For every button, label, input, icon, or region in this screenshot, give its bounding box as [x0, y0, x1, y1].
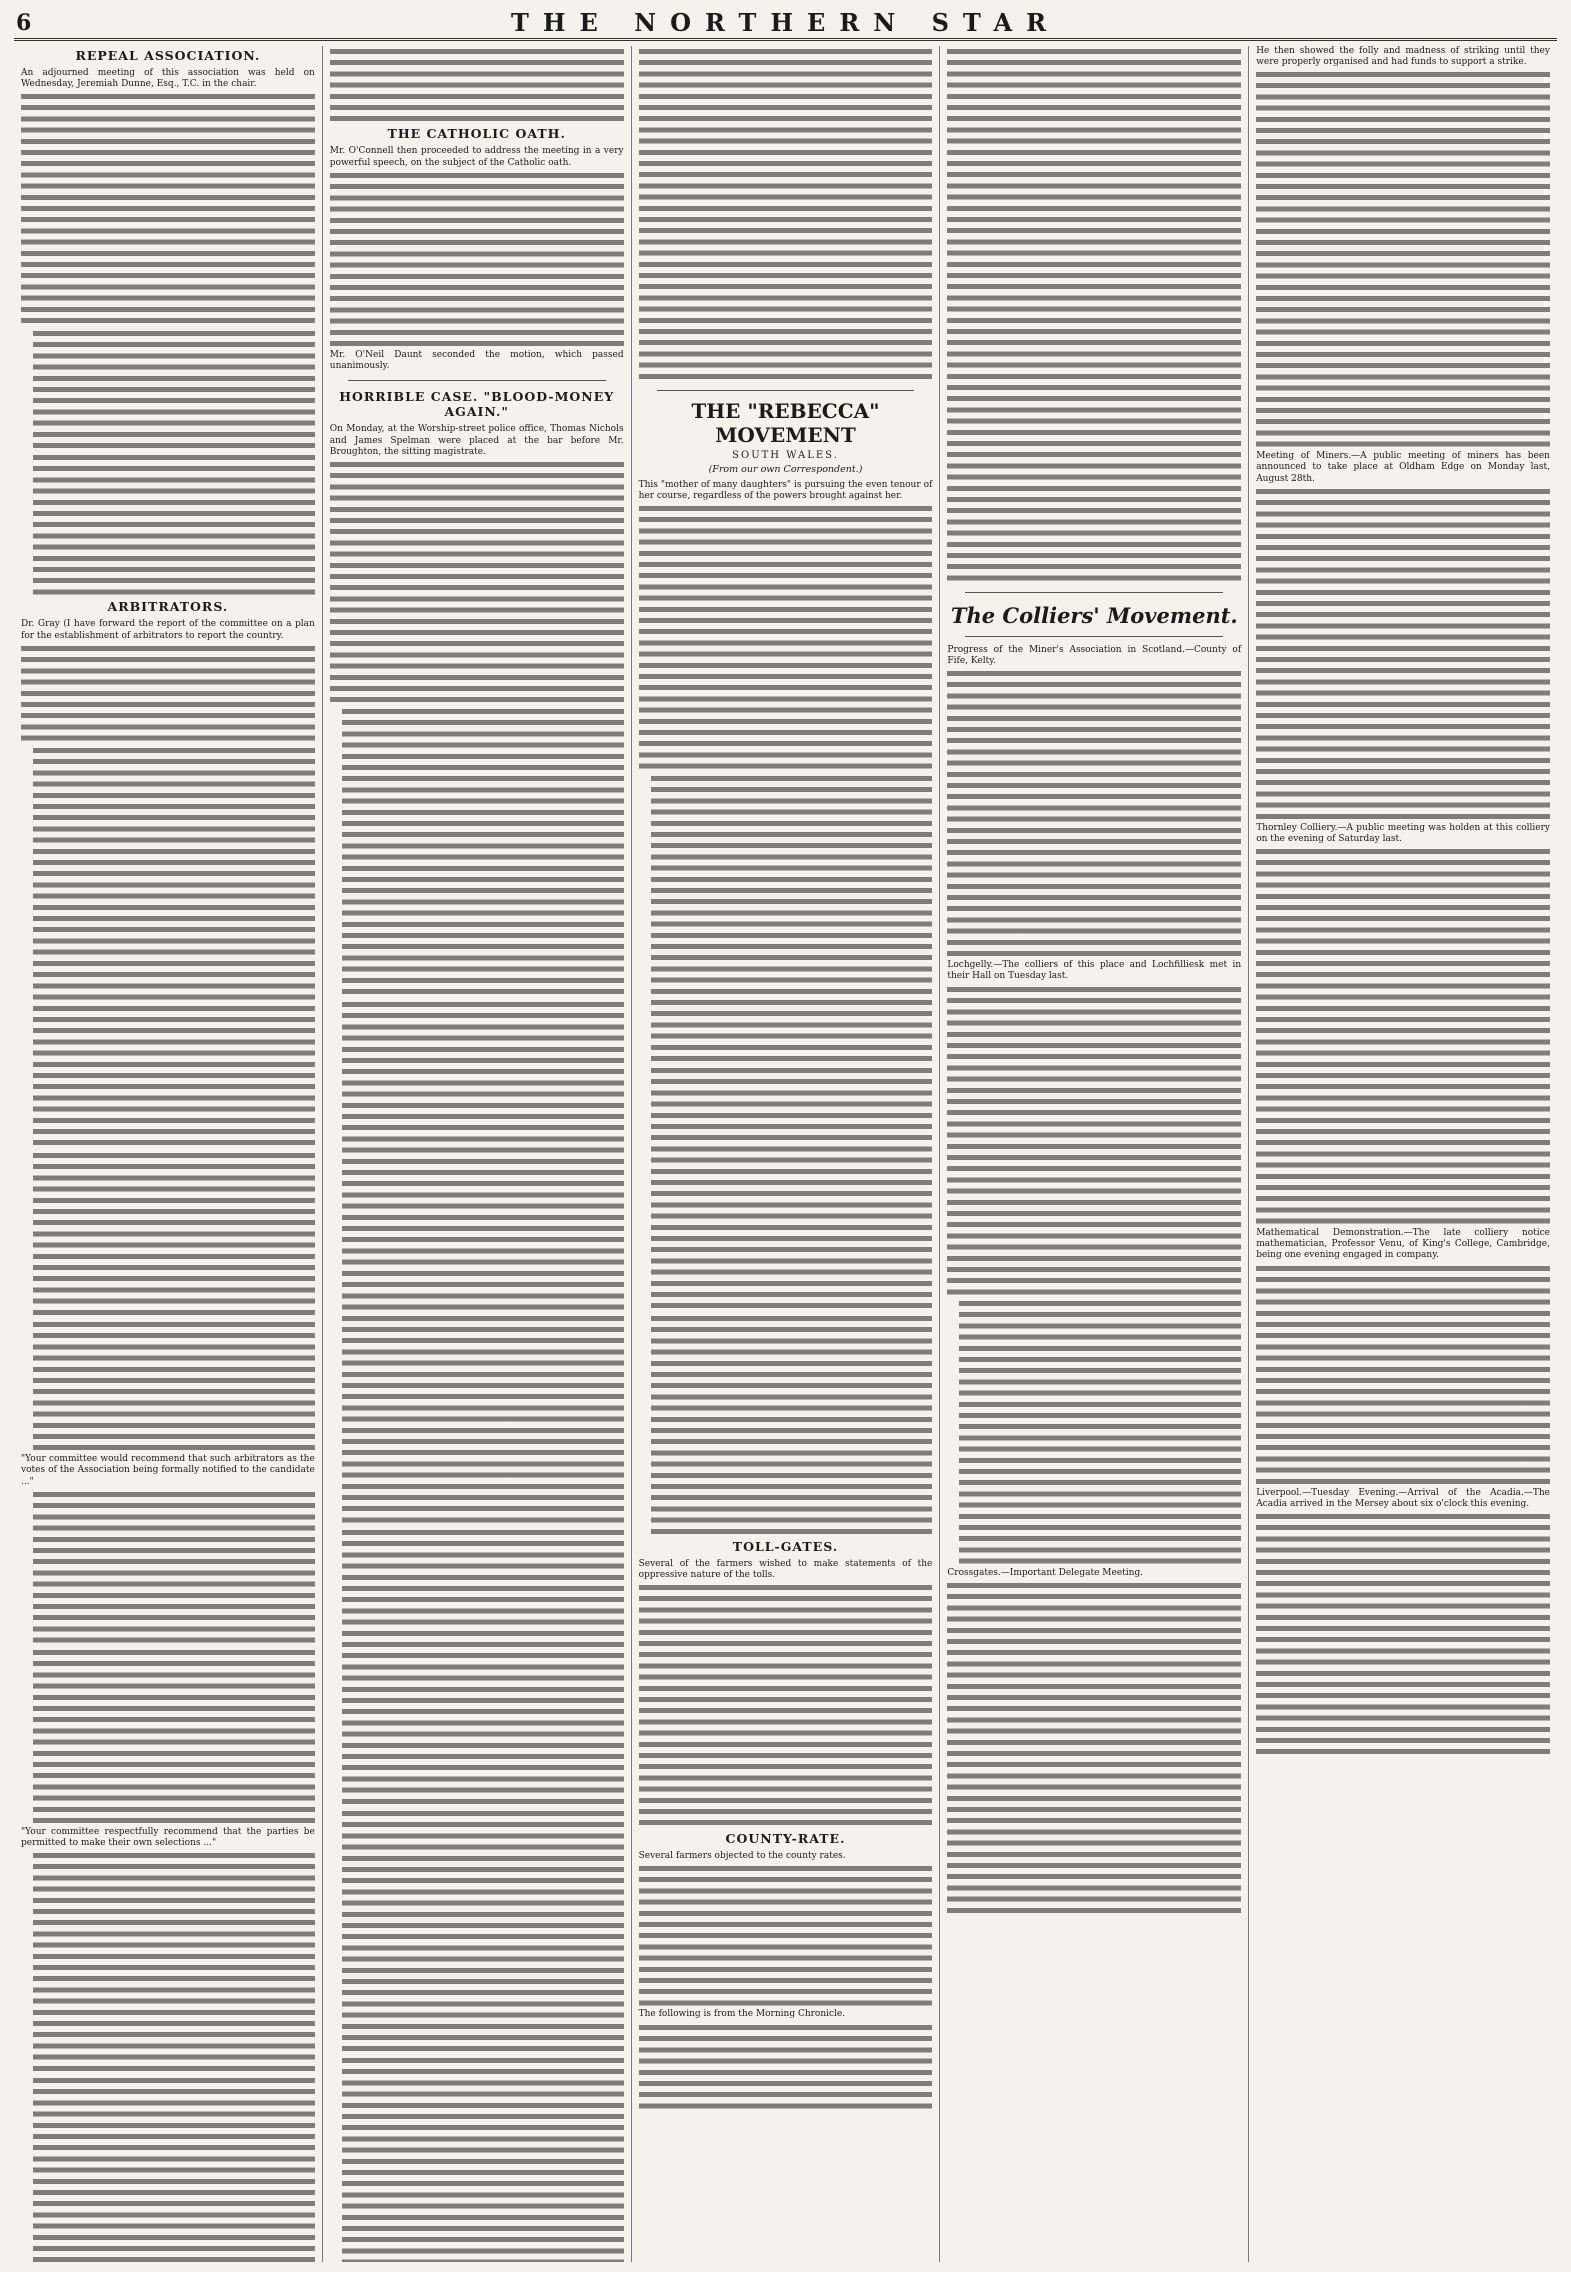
column-2 — [323, 46, 632, 2262]
column-3 — [632, 46, 941, 2262]
text-block — [639, 503, 933, 772]
article-lead: Dr. Gray (I have forward the report of the committee on a plan for the establishment of arbitrators to report the country. — [21, 619, 315, 641]
text-block — [21, 643, 315, 744]
text-block — [1256, 1511, 1550, 1757]
article-lead: "Your committee would recommend that such arbitrators as the votes of the Association being formally notified to the candidate ..." — [21, 1454, 315, 1487]
text-block — [1256, 69, 1550, 450]
columns — [14, 46, 1557, 2262]
article-lead: Progress of the Miner's Association in Scotland.—County of Fife, Kelty. — [947, 644, 1242, 666]
text-block — [947, 46, 1241, 584]
byline: (From our own Correspondent.) — [708, 464, 863, 475]
text-block — [330, 2055, 624, 2262]
text-block — [639, 46, 933, 382]
article-lead: Mr. O'Connell then proceeded to address the meeting in a very powerful speech, on the subject of the Catholic oath. — [329, 146, 624, 168]
text-block — [21, 1489, 315, 1646]
headline-horrible-case: HORRIBLE CASE. "BLOOD-MONEY AGAIN." — [339, 389, 615, 420]
article-lead: Lochgelly.—The colliers of this place and Lochfilliesk met in their Hall on Tuesday last. — [947, 960, 1242, 982]
text-block — [21, 1647, 315, 1826]
text-block — [639, 773, 933, 1064]
text-block — [947, 1298, 1241, 1567]
text-block — [21, 958, 315, 1148]
article-catholic-oath — [330, 146, 624, 372]
text-block — [21, 1850, 315, 2074]
divider — [965, 636, 1223, 637]
text-block — [21, 452, 315, 598]
article-continued — [639, 46, 933, 382]
text-block — [21, 2075, 315, 2262]
text-block — [1256, 486, 1550, 822]
divider — [657, 390, 915, 391]
headline-colliers-movement: The Colliers' Movement. — [950, 602, 1238, 628]
article-lead: Several of the farmers wished to make statements of the oppressive nature of the tolls. — [638, 1558, 933, 1580]
article-lead: On Monday, at the Worship-street police office, Thomas Nichols and James Spelman were placed at the bar before Mr. Broughton, the sitting magistrate. — [329, 424, 624, 457]
text-block — [21, 328, 315, 451]
article-toll-gates — [639, 1559, 933, 1829]
text-block — [1256, 1263, 1550, 1487]
article-lead: Liverpool.—Tuesday Evening.—Arrival of the Acadia.—The Acadia arrived in the Mersey about six o'clock this evening. — [1256, 1487, 1550, 1509]
text-block — [330, 999, 624, 1268]
divider — [965, 592, 1223, 593]
article-continued — [330, 46, 624, 124]
text-block — [21, 1150, 315, 1318]
page-number: 6 — [16, 10, 32, 36]
article-colliers — [947, 645, 1241, 1917]
text-block — [21, 91, 315, 326]
text-block — [330, 1527, 624, 1807]
article-lead: "Your committee respectfully recommend that the parties be permitted to make their own selections ..." — [21, 1826, 315, 1848]
newspaper-title: THE NORTHERN STAR — [510, 8, 1061, 37]
masthead — [14, 8, 1557, 41]
column-1 — [14, 46, 323, 2262]
article-county-rate — [639, 1851, 933, 2112]
article-rebecca — [639, 480, 933, 1537]
headline-county-rate: COUNTY-RATE. — [725, 1830, 846, 1846]
article-lead: Mathematical Demonstration.—The late colliery notice mathematician, Professor Venu, of King's College, Cambridge, being one evening engaged in company. — [1256, 1228, 1550, 1261]
article-lead: He then showed the folly and madness of striking until they were properly organised and had funds to support a strike. — [1256, 46, 1550, 68]
text-block — [639, 1582, 933, 1828]
headline-catholic-oath: THE CATHOLIC OATH. — [387, 126, 566, 142]
article-arbitrators — [21, 619, 315, 2262]
headline-toll-gates: TOLL-GATES. — [732, 1538, 839, 1554]
article-lead: The following is from the Morning Chronicle. — [638, 2009, 846, 2020]
column-5 — [1249, 46, 1557, 2262]
text-block — [639, 1863, 933, 2009]
headline-rebecca-movement: THE "REBECCA" MOVEMENT — [691, 399, 880, 447]
text-block — [639, 1065, 933, 1311]
text-block — [639, 2022, 933, 2112]
text-block — [21, 1319, 315, 1453]
article-lead: Crossgates.—Important Delegate Meeting. — [947, 1567, 1144, 1578]
text-block — [330, 1268, 624, 1526]
text-block — [1256, 846, 1550, 1227]
text-block — [947, 1580, 1241, 1916]
text-block — [947, 984, 1241, 1298]
subheading-south-wales: SOUTH WALES. — [732, 450, 839, 461]
article-lead: Mr. O'Neil Daunt seconded the motion, which passed unanimously. — [329, 349, 624, 372]
headline-repeal-association: REPEAL ASSOCIATION. — [75, 48, 261, 63]
article-lead: Meeting of Miners.—A public meeting of miners has been announced to take place at Oldham Edge on Monday last, August 28th. — [1256, 451, 1550, 484]
article-continued — [947, 46, 1241, 584]
column-4 — [940, 46, 1249, 2262]
text-block — [330, 46, 624, 124]
text-block — [947, 668, 1241, 959]
article-colliers-continued — [1256, 46, 1550, 1757]
text-block — [639, 1313, 933, 1537]
divider — [348, 380, 606, 381]
text-block — [330, 170, 624, 349]
text-block — [330, 706, 624, 997]
article-lead: Thornley Colliery.—A public meeting was holden at this colliery on the evening of Saturday last. — [1256, 822, 1550, 845]
article-lead: An adjourned meeting of this association was held on Wednesday, Jeremiah Dunne, Esq., T.C. in the chair. — [21, 68, 315, 90]
article-repeal — [21, 68, 315, 597]
article-lead: Several farmers objected to the county rates. — [638, 1850, 846, 1861]
headline-arbitrators: ARBITRATORS. — [107, 599, 229, 615]
article-horrible-case — [330, 424, 624, 2262]
article-lead: This "mother of many daughters" is pursuing the even tenour of her course, regardless of the powers brought against her. — [638, 480, 933, 502]
text-block — [330, 459, 624, 705]
text-block — [330, 1808, 624, 2054]
text-block — [21, 745, 315, 958]
